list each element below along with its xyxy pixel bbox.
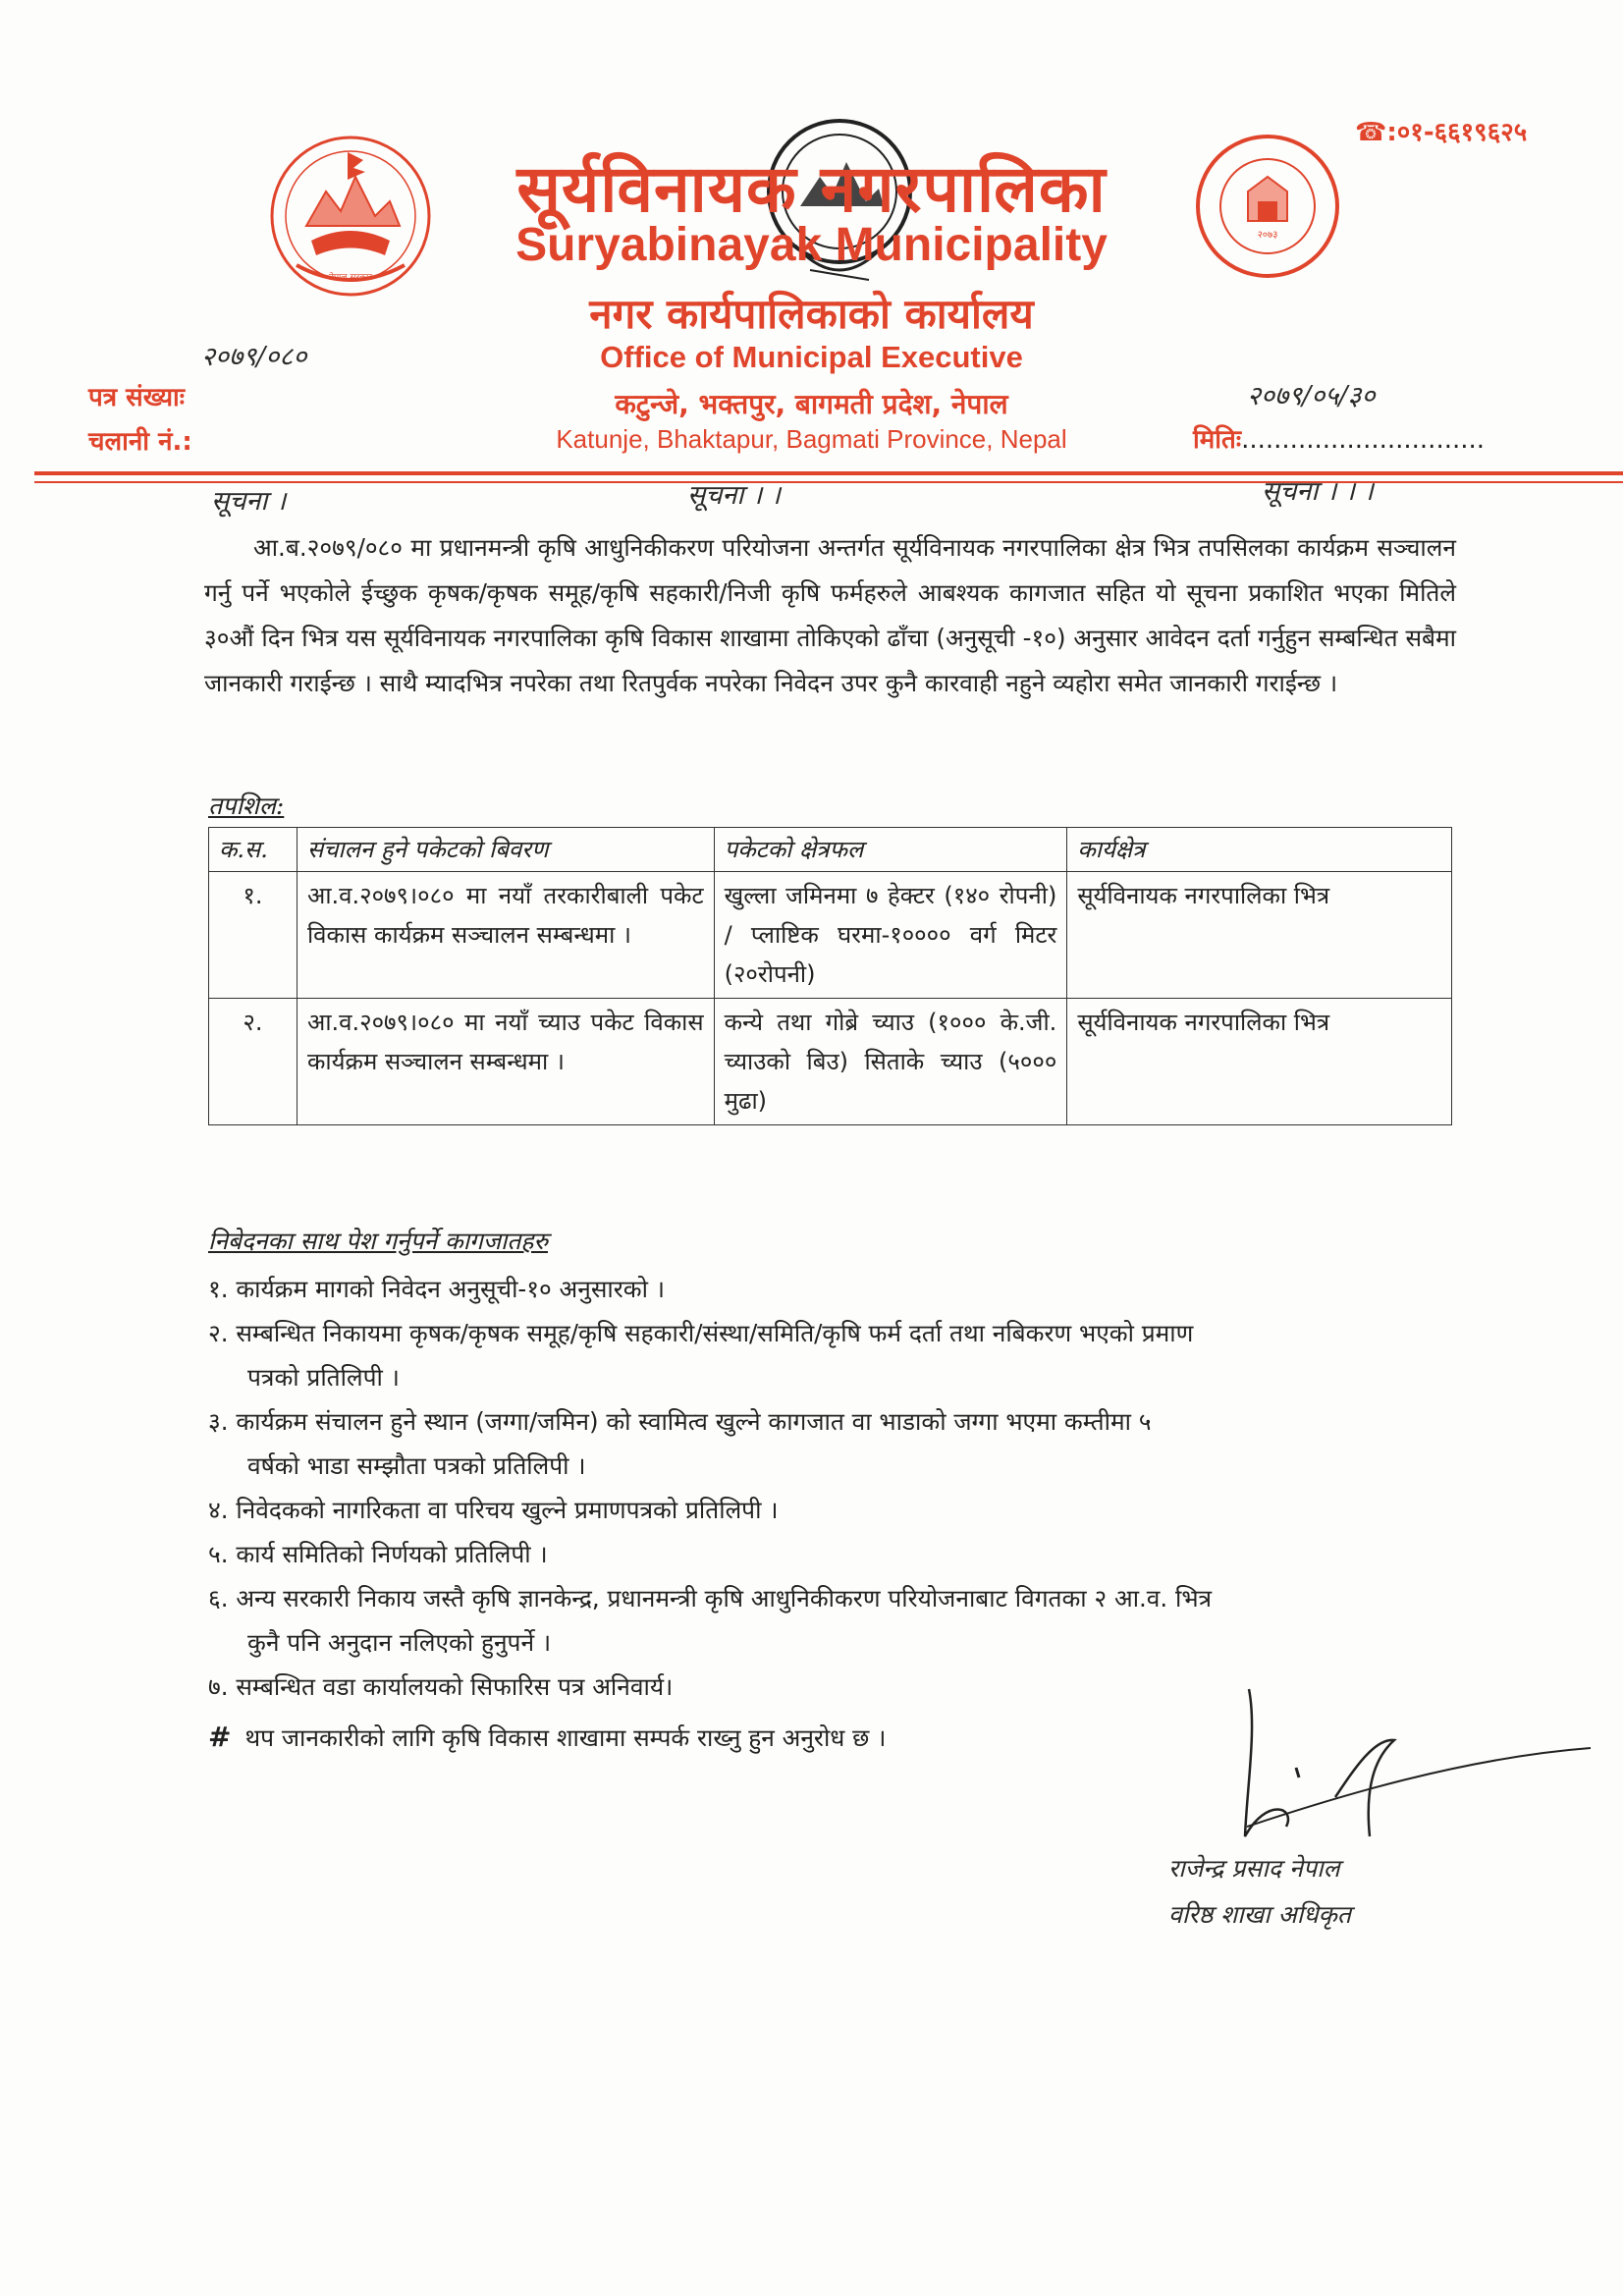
- list-item: [208, 1267, 1465, 1311]
- doc-line-cont: कुनै पनि अनुदान नलिएको हुनुपर्ने ।: [247, 1628, 552, 1657]
- notice-heading-left: सूचना ।: [211, 486, 287, 517]
- row-description: आ.व.२०७९।०८० मा नयाँ च्याउ पकेट विकास कार्यक्रम सञ्चालन सम्बन्धमा ।: [297, 999, 714, 1125]
- municipality-name-english: Suryabinayak Municipality: [515, 219, 1108, 271]
- list-item: [208, 1532, 1465, 1576]
- notice-body: [204, 525, 1456, 706]
- row-scope: सूर्यविनायक नगरपालिका भित्र: [1067, 872, 1452, 999]
- row-sn: १.: [209, 872, 298, 999]
- emblem-text: नेपाल सरकार: [328, 273, 373, 283]
- doc-line: ५. कार्य समितिको निर्णयको प्रतिलिपी ।: [208, 1540, 548, 1568]
- row-area: कन्ये तथा गोब्रे च्याउ (१००० के.जी. च्याउको बिउ) सिताके च्याउ (५००० मुढा): [714, 999, 1067, 1125]
- doc-line: १. कार्यक्रम मागको निवेदन अनुसूची-१० अनुसारको ।: [208, 1275, 666, 1303]
- documents-list: [208, 1267, 1465, 1709]
- footnote-mark: #: [208, 1721, 232, 1753]
- date-dots: ..............................: [1241, 425, 1486, 455]
- doc-line: ३. कार्यक्रम संचालन हुने स्थान (जग्गा/जमिन) को स्वामित्व खुल्ने कागजात वा भाडाको जग्गा भएमा कम्तीमा ५: [208, 1407, 1152, 1436]
- date-label: मितिः: [1193, 425, 1242, 455]
- address-english: Katunje, Bhaktapur, Bagmati Province, Nepal: [556, 424, 1067, 454]
- office-name-nepali: नगर कार्यपालिकाको कार्यालय: [589, 290, 1034, 338]
- dispatch-number-label: चलानी नं.:: [88, 427, 192, 457]
- phone-number: ☎:०१-६६१९६२५: [1355, 118, 1528, 147]
- signatory-name: राजेन्द्र प्रसाद नेपाल: [1168, 1854, 1340, 1883]
- list-item: [208, 1399, 1465, 1488]
- program-table: [208, 827, 1452, 1125]
- doc-line: ४. निवेदकको नागरिकता वा परिचय खुल्ने प्रमाणपत्रको प्रतिलिपी ।: [208, 1496, 779, 1524]
- list-item: [208, 1488, 1465, 1532]
- date-field: [1193, 420, 1485, 456]
- table-header-row: [209, 828, 1452, 872]
- header-sn: क.स.: [209, 828, 298, 872]
- documents-title: निबेदनका साथ पेश गर्नुपर्ने कागजातहरु: [208, 1227, 548, 1255]
- footnote-text: थप जानकारीको लागि कृषि विकास शाखामा सम्पर्क राख्नु हुन अनुरोध छ ।: [244, 1723, 887, 1752]
- letter-number-label: पत्र संख्याः: [88, 383, 186, 412]
- header-area: पकेटको क्षेत्रफल: [714, 828, 1067, 872]
- row-scope: सूर्यविनायक नगरपालिका भित्र: [1067, 999, 1452, 1125]
- doc-line: ७. सम्बन्धित वडा कार्यालयको सिफारिस पत्र अनिवार्य।: [208, 1672, 674, 1701]
- header-description: संचालन हुने पकेटको बिवरण: [297, 828, 714, 872]
- signatory-designation: वरिष्ठ शाखा अधिकृत: [1168, 1900, 1352, 1929]
- seal-year: २०७३: [1257, 230, 1278, 241]
- doc-line-cont: वर्षको भाडा सम्झौता पत्रको प्रतिलिपी ।: [247, 1451, 586, 1480]
- address-nepali: कटुन्जे, भक्तपुर, बागमती प्रदेश, नेपाल: [615, 388, 1008, 420]
- doc-line: ६. अन्य सरकारी निकाय जस्तै कृषि ज्ञानकेन्द्र, प्रधानमन्त्री कृषि आधुनिकीकरण परियोजनाबाट विगतका २ आ.व. भित्र: [208, 1584, 1213, 1613]
- table-row: [209, 872, 1452, 999]
- header-scope: कार्यक्षेत्र: [1067, 828, 1452, 872]
- notice-heading-right: सूचना । । ।: [1262, 476, 1374, 507]
- list-item: [208, 1576, 1465, 1665]
- fiscal-year: २०७९/०८०: [201, 342, 307, 372]
- letter-date-value: २०७९/०५/३०: [1247, 381, 1376, 411]
- list-item: [208, 1311, 1465, 1399]
- handwritten-signature: [1217, 1679, 1600, 1846]
- doc-line: २. सम्बन्धित निकायमा कृषक/कृषक समूह/कृषि सहकारी/संस्था/समिति/कृषि फर्म दर्ता तथा नबिकरण भएको प्रमाण: [208, 1319, 1194, 1347]
- table-caption: तपशिल:: [208, 792, 285, 820]
- row-description: आ.व.२०७९।०८० मा नयाँ तरकारीबाली पकेट विकास कार्यक्रम सञ्चालन सम्बन्धमा ।: [297, 872, 714, 999]
- header-divider: [34, 471, 1623, 475]
- required-documents: [208, 1225, 1465, 1754]
- municipality-name-nepali: सूर्यविनायक नगरपालिका: [516, 151, 1107, 227]
- office-name-english: Office of Municipal Executive: [600, 340, 1023, 374]
- row-area: खुल्ला जमिनमा ७ हेक्टर (१४० रोपनी) / प्लाष्टिक घरमा-१०००० वर्ग मिटर (२०रोपनी): [714, 872, 1067, 999]
- notice-body-text: आ.ब.२०७९/०८० मा प्रधानमन्त्री कृषि आधुनिकीकरण परियोजना अन्तर्गत सूर्यविनायक नगरपालिका क्षेत्र भित्र तपसिलका कार्यक्रम सञ्चालन गर्नु पर्ने भएकोले ईच्छुक कृषक/कृषक समूह/कृषि सहकारी/निजी कृषि फर्महरुले आबश्यक कागजात सहित यो सूचना प्रकाशित भएका मितिले ३०औं दिन भित्र यस सूर्यविनायक नगरपालिका कृषि विकास शाखामा तोकिएको ढाँचा (अनुसूची -१०) अनुसार आवेदन दर्ता गर्नुहुन सम्बन्धित सबैमा जानकारी गराईन्छ । साथै म्यादभित्र नपरेका तथा रितपुर्वक नपरेका निवेदन उपर कुनै कारवाही नहुने व्यहोरा समेत जानकारी गराईन्छ ।: [204, 533, 1456, 697]
- table-row: [209, 999, 1452, 1125]
- doc-line-cont: पत्रको प्रतिलिपी ।: [247, 1363, 400, 1392]
- row-sn: २.: [209, 999, 298, 1125]
- notice-heading-center: सूचना । ।: [687, 480, 782, 511]
